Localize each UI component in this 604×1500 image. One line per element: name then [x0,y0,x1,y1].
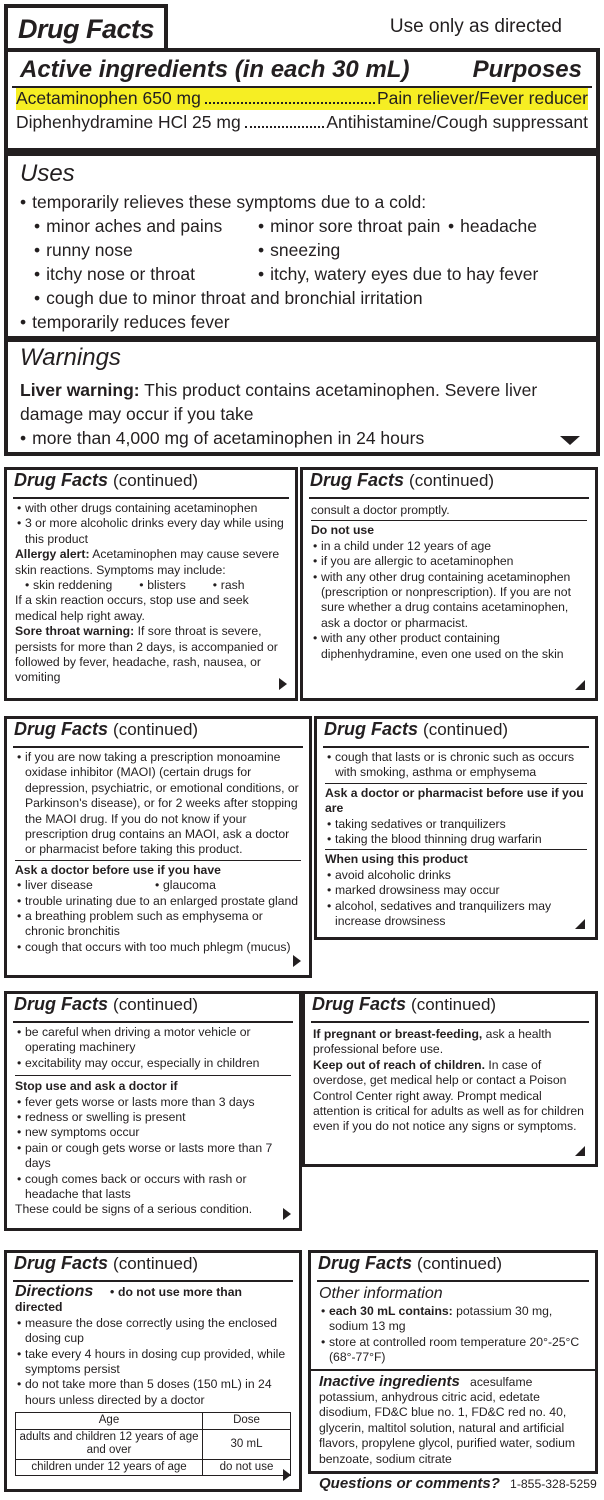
inactive-ingredients [319,1374,587,1467]
age-cell: adults and children 12 years of age and over [16,1429,203,1459]
list-item: • store at controlled room temperature 20°-25°C (68°-77°F) [319,1335,587,1366]
liver-warning [20,378,576,426]
list-item: • alcohol, sedatives and tranquilizers may increase drowsiness [325,899,587,930]
leader-dots [205,102,375,104]
panel-body [15,501,287,686]
allergy-label: Allergy alert: [15,547,90,562]
inactive-heading: Inactive ingredients [319,1372,460,1390]
list-item: • be careful when driving a motor vehicle or operating machinery [15,1025,291,1056]
dose-column-header: Dose [203,1413,291,1430]
corner-triangle-icon [575,919,585,929]
corner-triangle-icon [575,680,585,690]
keep-out-label: Keep out of reach of children. [313,1057,485,1072]
ingredient-name: Diphenhydramine HCl 25 mg [16,112,241,132]
ask-pharmacist-heading: Ask a doctor or pharmacist before use if you are [325,785,584,816]
triangle-right-icon [283,1469,291,1481]
pregnancy-text [313,1027,587,1058]
list-item: • cough that lasts or is chronic such as occurs with smoking, asthma or emphysema [325,750,587,781]
liver-warning-label: Liver warning: [20,380,140,400]
continued-panel-1 [4,467,298,701]
drug-facts-main-panel [4,4,600,456]
list-item: • glaucoma [145,878,216,892]
continued-panel-4 [314,716,598,940]
list-item [319,1304,587,1335]
panel-suffix: (continued) [113,471,199,490]
inactive-text: acesulfame potassium, anhydrous citric acid, edetate disodium, FD&C blue no. 1, FD&C red no. 40, glycerin, maltitol solution, natural and artificial flavors, propylene glycol, purified water, sodium benzoate, sodium citrate [319,1374,576,1466]
other-info-heading: Other information [319,1285,443,1302]
warnings-heading: Warnings [20,344,121,371]
continued-panel-3 [4,716,312,978]
list-item: • measure the dose correctly using the enclosed dosing cup [15,1316,291,1347]
uses-fever: • temporarily reduces fever [20,312,230,333]
divider [317,1280,589,1282]
continued-panel-5 [4,991,302,1231]
continued-panel-8 [308,1250,598,1493]
list-item: • cough that occurs with too much phlegm (mucus) [15,940,301,955]
leader-dots [245,126,325,128]
ask-doctor-heading: Ask a doctor before use if you have [15,862,221,877]
list-item: • excitability may occur, especially in children [15,1056,291,1071]
list-item: • taking sedatives or tranquilizers [325,817,587,832]
phone-number: 1-855-328-5259 [510,1477,597,1492]
purposes-heading: Purposes [472,56,582,83]
corner-triangle-icon [575,1146,585,1156]
panel-title: Drug Facts [14,470,109,490]
list-item: • trouble urinating due to an enlarged prostate gland [15,894,301,909]
list-item: • do not take more than 5 doses (150 mL) in 24 hours unless directed by a doctor [15,1377,291,1408]
section-rule [8,336,596,342]
panel-heading [14,994,199,1014]
table-row [16,1429,291,1459]
directions-heading: Directions [15,1283,94,1300]
symptom-item: • itchy, watery eyes due to hay fever [258,264,538,285]
list-item: • fever gets worse or lasts more than 3 days [15,1095,291,1110]
list-item: • 3 or more alcoholic drinks every day while using this product [15,516,287,547]
table-header-row [16,1413,291,1430]
uses-heading: Uses [20,160,75,187]
symptom-item: • runny nose [34,240,133,261]
ingredient-purpose: Antihistamine/Cough suppressant [326,112,588,132]
questions-label: Questions or comments? [319,1475,500,1493]
consult-text: consult a doctor promptly. [311,503,450,517]
symptom-item: • sneezing [258,240,340,261]
list-item: • skin reddening [15,578,112,592]
list-item: • if you are allergic to acetaminophen [311,554,587,569]
panel-suffix: (continued) [417,1254,503,1273]
other-info-text: potassium 30 mg, sodium 13 mg [329,1304,553,1334]
symptom-item: • cough due to minor throat and bronchial irritation [34,288,423,309]
panel-title: Drug Facts [312,994,407,1014]
divider [325,849,587,850]
list-item: • redness or swelling is present [15,1110,291,1125]
list-item: • if you are now taking a prescription monoamine oxidase inhibitor (MAOI) (certain drugs for depression, psychiatric, or emotional conditions, or Parkinson's disease), or for 2 weeks after stopping the MAOI drug. If you do not know if your prescription drug contains an MAOI, ask a doctor or pharmacist before taking this product. [15,750,301,858]
continued-panel-6 [302,991,598,1167]
panel-title: Drug Facts [318,1253,413,1273]
list-item: • new symptoms occur [15,1125,291,1140]
table-row [16,1459,291,1476]
ingredient-purpose: Pain reliever/Fever reducer [376,88,588,108]
list-item: • a breathing problem such as emphysema or chronic bronchitis [15,909,301,940]
allergy-text: Acetaminophen may cause severe skin reactions. Symptoms may include: [15,547,280,577]
panel-body [319,1284,597,1493]
triangle-right-icon [293,955,301,967]
list-item: • marked drowsiness may occur [325,883,587,898]
active-ingredients-header [16,52,588,86]
ingredient-row [16,112,588,134]
divider [323,746,589,748]
when-using-heading: When using this product [325,852,468,867]
panel-suffix: (continued) [113,995,199,1014]
list-item: • pain or cough gets worse or lasts more than 7 days [15,1141,291,1172]
list-item: • with other drugs containing acetaminophen [15,501,287,516]
dose-cell: do not use [203,1459,291,1476]
panel-heading [318,1253,503,1273]
list-item: • take every 4 hours in dosing cup provided, while symptoms persist [15,1347,291,1378]
panel-heading [324,719,509,739]
divider [15,860,301,861]
list-item: • taking the blood thinning drug warfarin [325,832,587,847]
continued-panel-2 [300,467,598,701]
panel-body [313,1027,587,1135]
panel-heading [14,470,199,490]
do-not-use-heading: Do not use [311,523,374,538]
panel-body [15,1025,291,1218]
panel-heading [312,994,497,1014]
list-item: • with any other drug containing acetaminophen (prescription or nonprescription). If you are not sure whether a drug contains acetaminophen, ask a doctor or pharmacist. [311,570,587,632]
uses-intro: • temporarily relieves these symptoms due to a cold: [20,192,426,213]
divider [311,1471,595,1473]
panel-suffix: (continued) [113,720,199,739]
liver-warning-bullet: • more than 4,000 mg of acetaminophen in 24 hours [20,428,424,449]
ingredient-row [16,88,588,110]
divider [13,497,289,499]
panel-suffix: (continued) [423,720,509,739]
keep-out-text [313,1058,587,1135]
panel-body [311,503,587,662]
dose-cell: 30 mL [203,1429,291,1459]
directions-row [15,1284,291,1316]
symptom-item: • itchy nose or throat [34,264,195,285]
panel-suffix: (continued) [113,1254,199,1273]
divider [13,1021,293,1023]
symptom-item: • minor aches and pains [34,216,222,237]
divider [311,520,587,521]
panel-heading [14,1253,199,1273]
panel-title: Drug Facts [14,994,109,1014]
stop-use-heading: Stop use and ask a doctor if [15,1079,178,1094]
list-item: • blisters [129,578,186,592]
skin-reaction-text: If a skin reaction occurs, stop use and seek medical help right away. [15,593,249,623]
condition-row [15,878,301,893]
divider [309,497,589,499]
list-item: • liver disease [15,878,145,893]
main-frame [4,48,600,456]
drug-facts-title: Drug Facts [18,14,155,44]
signs-text: These could be signs of a serious condition. [15,1202,253,1217]
panel-suffix: (continued) [411,995,497,1014]
pregnancy-detail: ask a health professional before use. [313,1027,552,1057]
panel-title: Drug Facts [324,719,419,739]
ingredient-name: Acetaminophen 650 mg [16,88,201,108]
triangle-right-icon [283,1208,291,1220]
divider [311,1369,595,1371]
allergy-alert [15,547,287,578]
divider [13,746,303,748]
panel-body [325,750,587,929]
title-box [4,4,168,48]
divider [13,1280,293,1282]
list-item: • cough comes back or occurs with rash or headache that lasts [15,1172,291,1203]
panel-heading [310,470,495,490]
use-only-as-directed: Use only as directed [389,16,562,37]
questions-row [319,1475,597,1493]
symptom-row [15,578,287,593]
triangle-right-icon [279,678,287,690]
divider [15,1075,291,1076]
symptom-item: • headache [448,216,537,237]
list-item: • in a child under 12 years of age [311,539,587,554]
panel-heading [14,719,199,739]
keep-out-detail: In case of overdose, get medical help or contact a Poison Control Center right away. Prompt medical attention is critical for adults as well as for children even if you do not notice any signs or symptoms. [313,1057,584,1134]
symptom-item: • minor sore throat pain [258,216,440,237]
panel-title: Drug Facts [14,1253,109,1273]
other-info-label: each 30 mL contains: [329,1304,453,1318]
panel-title: Drug Facts [14,719,109,739]
list-item: • with any other product containing diphenhydramine, even one used on the skin [311,631,587,662]
section-rule [8,148,596,156]
directions-note: • do not use more than directed [15,1285,242,1314]
list-item: • avoid alcoholic drinks [325,868,587,883]
panel-body [15,750,301,955]
pregnancy-label: If pregnant or breast-feeding, [313,1027,483,1041]
divider [311,1021,589,1023]
panel-body [15,1284,291,1476]
age-column-header: Age [16,1413,203,1430]
panel-suffix: (continued) [409,471,495,490]
panel-title: Drug Facts [310,470,405,490]
liver-warning-text: This product contains acetaminophen. Severe liver damage may occur if you take [20,380,538,424]
continued-panel-7 [4,1250,302,1492]
triangle-down-icon [560,436,580,445]
age-cell: children under 12 years of age [16,1459,203,1476]
divider [325,783,587,784]
sore-throat-label: Sore throat warning: [15,624,135,639]
dose-table [15,1412,291,1476]
sore-throat-warning [15,624,287,686]
list-item: • rash [203,578,245,592]
sore-throat-text: If sore throat is severe, persists for more than 2 days, is accompanied or followed by fever, headache, rash, nausea, or vomiting [15,624,278,685]
active-ingredients-heading: Active ingredients (in each 30 mL) [20,56,410,83]
